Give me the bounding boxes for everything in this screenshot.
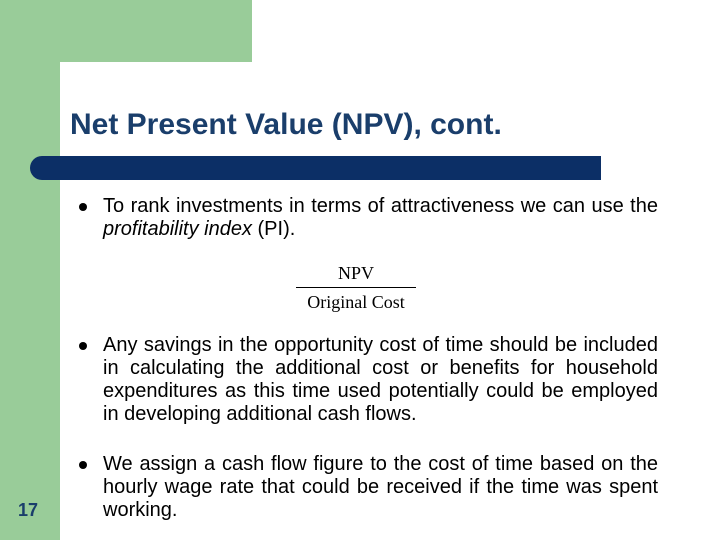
bullet-dot-1 — [79, 203, 87, 211]
bullet-1-text-start: To rank investments in terms of attractiveness we can use the — [103, 195, 658, 217]
profitability-index-formula — [296, 262, 416, 313]
bullet-2: Any savings in the opportunity cost of time should be included in calculating the additional cost or benefits for household expenditures as this time used potentially could be employed in developing additional cash flows. — [103, 334, 658, 425]
bullet-1 — [103, 195, 658, 241]
bullet-3: We assign a cash flow figure to the cost of time based on the hourly wage rate that could be received if the time was spent working. — [103, 453, 658, 521]
left-green-band — [0, 0, 60, 540]
top-green-band — [0, 0, 252, 62]
bullet-1-text-end: (PI). — [251, 218, 296, 240]
formula-numerator: NPV — [337, 263, 374, 283]
bullet-dot-2 — [79, 342, 87, 350]
formula-denominator: Original Cost — [307, 292, 405, 312]
slide-number: 17 — [18, 500, 39, 520]
title-underline-bar — [30, 156, 601, 180]
bullet-1-emphasis: profitability index — [103, 218, 252, 240]
formula-fraction-bar — [296, 287, 416, 288]
bullet-dot-3 — [79, 461, 87, 469]
slide-title: Net Present Value (NPV), cont. — [70, 108, 502, 141]
